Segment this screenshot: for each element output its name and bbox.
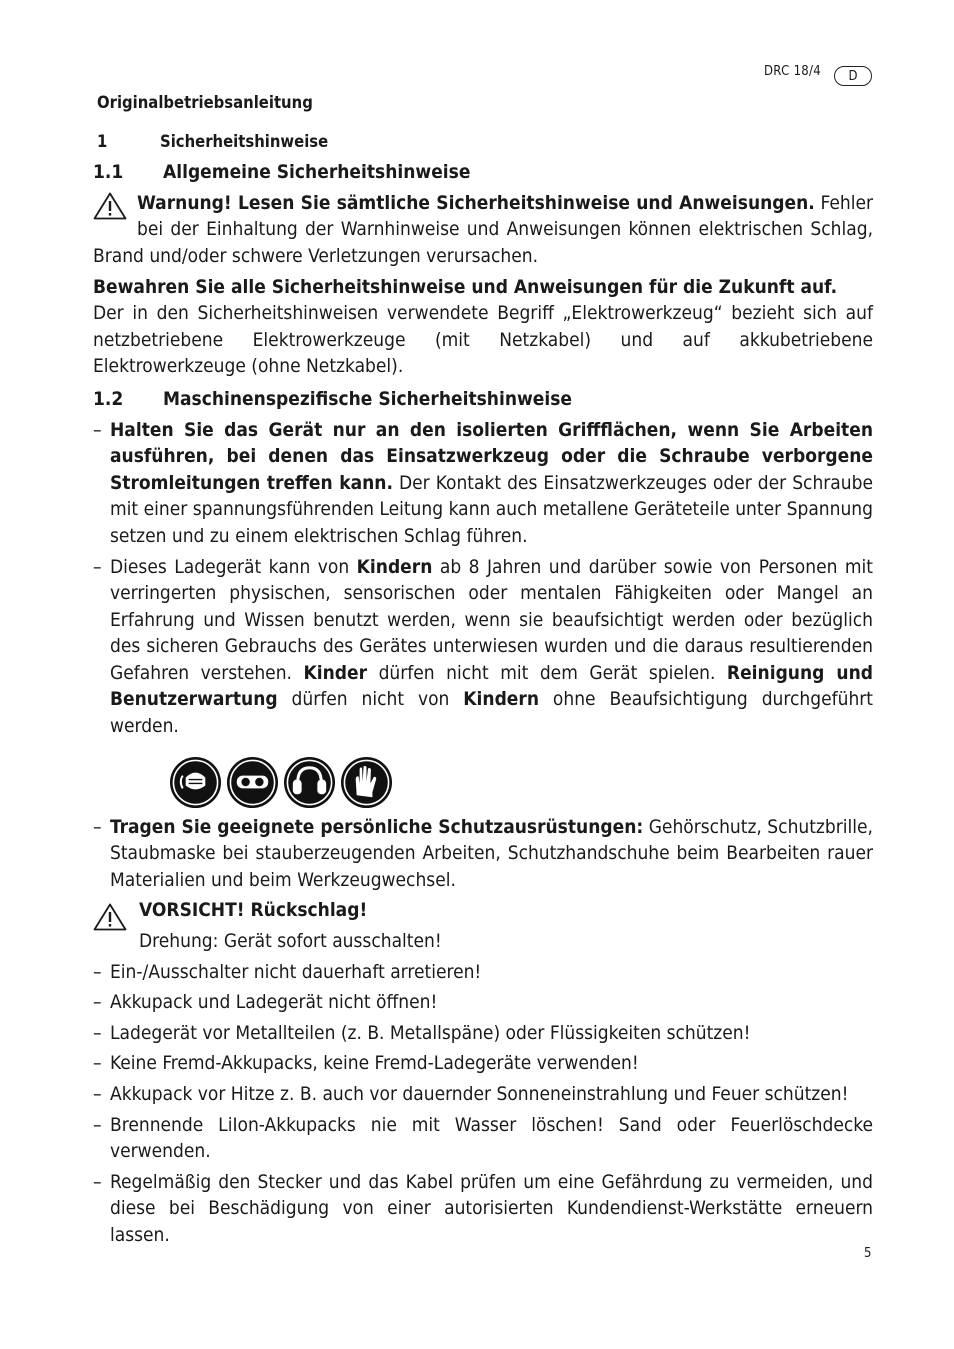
section-number: 1.2: [93, 387, 124, 410]
warning-body: Fehler bei der Einhaltung der Warnhinweise und Anweisungen können elektrischen Schlag, Brand und/oder schwere Verletzungen verursachen.: [93, 191, 873, 267]
ear-protection-icon: [283, 756, 336, 809]
warning-triangle-icon: [93, 903, 127, 931]
section-1-2-heading: [93, 386, 873, 413]
power-tool-definition: Der in den Sicherheitshinweisen verwendete Begriff „Elektrowerkzeug“ bezieht sich auf netzbetriebene Elektrowerkzeuge (mit Netzkabel) und auf akkubetriebene Elektrowerkzeuge (ohne Netzkabel).: [93, 302, 873, 378]
caution-text: Drehung: Gerät sofort ausschalten!: [139, 930, 442, 953]
list-item: – Akkupack vor Hitze z. B. auch vor dauernder Sonneneinstrahlung und Feuer schützen!: [93, 1081, 873, 1108]
list-item: [93, 554, 873, 740]
section-number: 1.1: [93, 161, 124, 184]
list-item: – Akkupack und Ladegerät nicht öffnen!: [93, 989, 873, 1016]
machine-safety-list: [93, 417, 873, 740]
item-text: ab 8 Jahren und darüber sowie von Personen mit verringerten physischen, sensorischen oder mentalen Fähigkeiten oder Mangel an Erfahrung und Wissen benutzt werden, wenn sie beaufsichtigt werden oder bezüglich des sicheren Gebrauchs des Gerätes unterwiesen wurden und die daraus resultierenden Gefahren verstehen.: [110, 555, 873, 684]
dust-mask-icon: [169, 756, 222, 809]
section-number: 1: [97, 131, 108, 151]
ppe-icon-row: [169, 756, 873, 808]
section-title: Allgemeine Sicherheitshinweise: [163, 161, 471, 184]
section-1-1-heading: [93, 159, 873, 186]
warning-lead: Warnung! Lesen Sie sämtliche Sicherheitshinweise und Anweisungen.: [137, 191, 815, 214]
page-number: 5: [864, 1246, 872, 1261]
handling-rules-list: [93, 959, 873, 1249]
language-badge: D: [834, 66, 872, 86]
list-item: [93, 814, 873, 894]
list-item: [93, 417, 873, 550]
item-emphasis: Kinder: [303, 661, 368, 684]
list-item: – Ladegerät vor Metallteilen (z. B. Metallspäne) oder Flüssigkeiten schützen!: [93, 1020, 873, 1047]
page-content: [93, 90, 873, 1253]
item-text: dürfen nicht mit dem Gerät spielen.: [367, 661, 727, 684]
item-emphasis: Kindern: [356, 555, 433, 578]
section-title: Maschinenspezifische Sicherheitshinweise: [163, 387, 573, 410]
item-text: Dieses Ladegerät kann von: [110, 555, 357, 578]
model-code: DRC 18/4: [764, 64, 822, 79]
list-item: – Keine Fremd-Akkupacks, keine Fremd-Ladegeräte verwenden!: [93, 1050, 873, 1077]
item-text: dürfen nicht von: [277, 688, 464, 711]
item-lead: Halten Sie das Gerät nur an den isolierten Griffflächen, wenn Sie Arbeiten ausführen, bei denen das Einsatzwerkzeug oder die Schraube verborgene Stromleitungen treffen kann.: [110, 418, 873, 494]
item-emphasis: Kindern: [463, 688, 540, 711]
caution-title: VORSICHT! Rückschlag!: [139, 899, 368, 922]
gloves-icon: [340, 756, 393, 809]
warning-triangle-icon: [93, 192, 127, 220]
document-title: Originalbetriebsanleitung: [97, 93, 313, 112]
list-item: – Brennende LiIon-Akkupacks nie mit Wasser löschen! Sand oder Feuerlöschdecke verwenden.: [93, 1112, 873, 1165]
safety-goggles-icon: [226, 756, 279, 809]
section-title: Sicherheitshinweise: [160, 131, 329, 151]
list-item: – Regelmäßig den Stecker und das Kabel prüfen um eine Gefährdung zu vermeiden, und diese bei Beschädigung von einer autorisierten Kundendienst-Werkstätte erneuern lassen.: [93, 1169, 873, 1249]
section-1-heading: [97, 129, 873, 156]
item-text: ohne Beaufsichtigung durchgeführt werden.: [110, 688, 874, 738]
kickback-caution: [93, 897, 873, 954]
keep-instructions-notice: Bewahren Sie alle Sicherheitshinweise und Anweisungen für die Zukunft auf.: [93, 275, 838, 298]
item-body: Der Kontakt des Einsatzwerkzeuges oder der Schraube mit einer spannungsführenden Leitung kann auch metallene Geräteteile unter Spannung setzen und zu einem elektrischen Schlag führen.: [110, 471, 873, 547]
ppe-list: [93, 814, 873, 894]
list-item: – Ein-/Ausschalter nicht dauerhaft arretieren!: [93, 959, 873, 986]
item-lead: Tragen Sie geeignete persönliche Schutzausrüstungen:: [110, 815, 644, 838]
general-warning: [93, 190, 873, 270]
item-emphasis: Reinigung und Benutzerwartung: [110, 661, 873, 711]
item-body: Gehörschutz, Schutzbrille, Staubmaske bei stauberzeugenden Arbeiten, Schutzhandschuhe beim Bearbeiten rauer Materialien und beim Werkzeugwechsel.: [110, 815, 873, 891]
